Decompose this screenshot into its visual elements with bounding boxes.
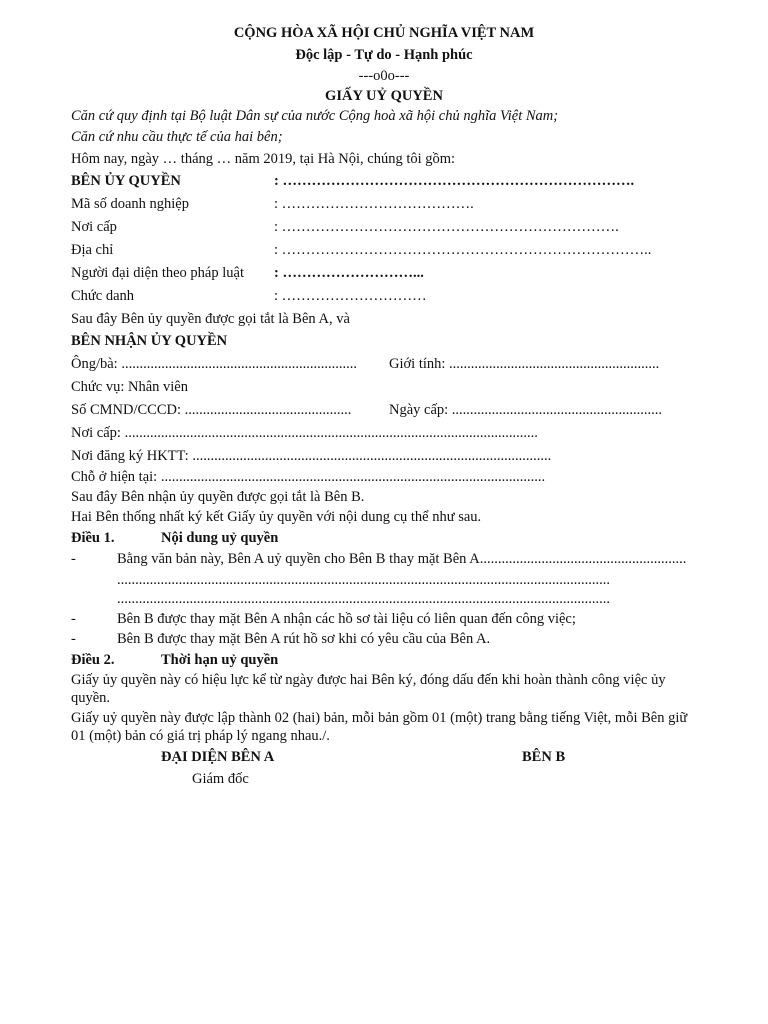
party-a-heading: BÊN ỦY QUYỀN	[71, 173, 181, 189]
article-1-dotline-2: ........................................................................................................................................	[117, 591, 610, 607]
signature-a-role: Giám đốc	[192, 771, 249, 787]
article-1-dotline-1: ........................................................................................................................................	[117, 572, 610, 588]
article-1-item-2: Bên B được thay mặt Bên A nhận các hồ sơ tài liệu có liên quan đến công việc;	[117, 611, 576, 627]
article-1-item-1: Bằng văn bản này, Bên A uỷ quyền cho Bên B thay mặt Bên A.........................................................	[117, 551, 687, 567]
party-b-id: Số CMND/CCCD: ..............................................	[71, 402, 352, 418]
field-value-address: : …………………………………………………………………..	[274, 242, 652, 258]
field-value-legal-rep: : ………………………...	[274, 265, 424, 281]
article-1-title: Nội dung uỷ quyền	[161, 530, 279, 546]
article-2-p2-line-2: 01 (một) bản có giá trị pháp lý ngang nhau./.	[71, 728, 330, 744]
field-label-legal-rep: Người đại diện theo pháp luật	[71, 265, 244, 281]
date-line: Hôm nay, ngày … tháng … năm 2019, tại Hà Nội, chúng tôi gồm:	[71, 151, 456, 167]
motto: Độc lập - Tự do - Hạnh phúc	[295, 47, 473, 63]
basis-line-1: Căn cứ quy định tại Bộ luật Dân sự của nước Cộng hoà xã hội chủ nghĩa Việt Nam;	[71, 108, 559, 124]
article-1-number: Điều 1.	[71, 530, 115, 546]
field-label-address: Địa chỉ	[71, 242, 114, 258]
separator: ---o0o---	[358, 68, 410, 84]
article-1-item-3: Bên B được thay mặt Bên A rút hồ sơ khi có yêu cầu của Bên A.	[117, 631, 491, 647]
article-2-p2-line-1: Giấy uỷ quyền này được lập thành 02 (hai) bản, mỗi bản gồm 01 (một) trang bằng tiếng Việt, mỗi Bên giữ	[71, 710, 688, 726]
party-a-heading-value: : ……………………………………………………………….	[274, 173, 635, 189]
field-value-tax-code: : ………………………………….	[274, 196, 474, 212]
field-label-title: Chức danh	[71, 288, 135, 304]
party-b-issue-date: Ngày cấp: ..........................................................	[389, 402, 663, 418]
party-b-residence: Chỗ ở hiện tại: ..........................................................................................................	[71, 469, 546, 485]
signature-a-title: ĐẠI DIỆN BÊN A	[161, 749, 275, 765]
party-b-gender: Giới tính: ..........................................................	[389, 356, 660, 372]
article-2-title: Thời hạn uỷ quyền	[161, 652, 279, 668]
field-value-issue-place: : …………………………………………………………….	[274, 219, 619, 235]
field-label-issue-place: Nơi cấp	[71, 219, 117, 235]
party-b-registration: Nơi đăng ký HKTT: ...................................................................................................	[71, 448, 552, 464]
signature-b-title: BÊN B	[522, 749, 566, 765]
field-value-title: : …………………………	[274, 288, 427, 304]
article-1-bullet-1: -	[71, 551, 76, 567]
article-2-number: Điều 2.	[71, 652, 115, 668]
party-b-issue-place: Nơi cấp: ..................................................................................................................	[71, 425, 538, 441]
party-b-heading: BÊN NHẬN ỦY QUYỀN	[71, 333, 228, 349]
article-2-p1-line-2: quyền.	[71, 690, 111, 706]
agreement-line: Hai Bên thống nhất ký kết Giấy ủy quyền với nội dung cụ thể như sau.	[71, 509, 482, 525]
party-b-name: Ông/bà: .................................................................	[71, 356, 357, 372]
basis-line-2: Căn cứ nhu cầu thực tế của hai bên;	[71, 129, 283, 145]
country-heading: CỘNG HÒA XÃ HỘI CHỦ NGHĨA VIỆT NAM	[233, 25, 535, 41]
party-a-after: Sau đây Bên ủy quyền được gọi tắt là Bên A, và	[71, 311, 350, 327]
party-b-after: Sau đây Bên nhận ủy quyền được gọi tắt là Bên B.	[71, 489, 365, 505]
article-1-bullet-2: -	[71, 611, 76, 627]
article-2-p1-line-1: Giấy ủy quyền này có hiệu lực kể từ ngày được hai Bên ký, đóng dấu đến khi hoàn thành công việc ủy	[71, 672, 666, 688]
article-1-bullet-3: -	[71, 631, 76, 647]
field-label-tax-code: Mã số doanh nghiệp	[71, 196, 189, 212]
party-b-position: Chức vụ: Nhân viên	[71, 379, 188, 395]
document-title: GIẤY UỶ QUYỀN	[325, 88, 443, 104]
